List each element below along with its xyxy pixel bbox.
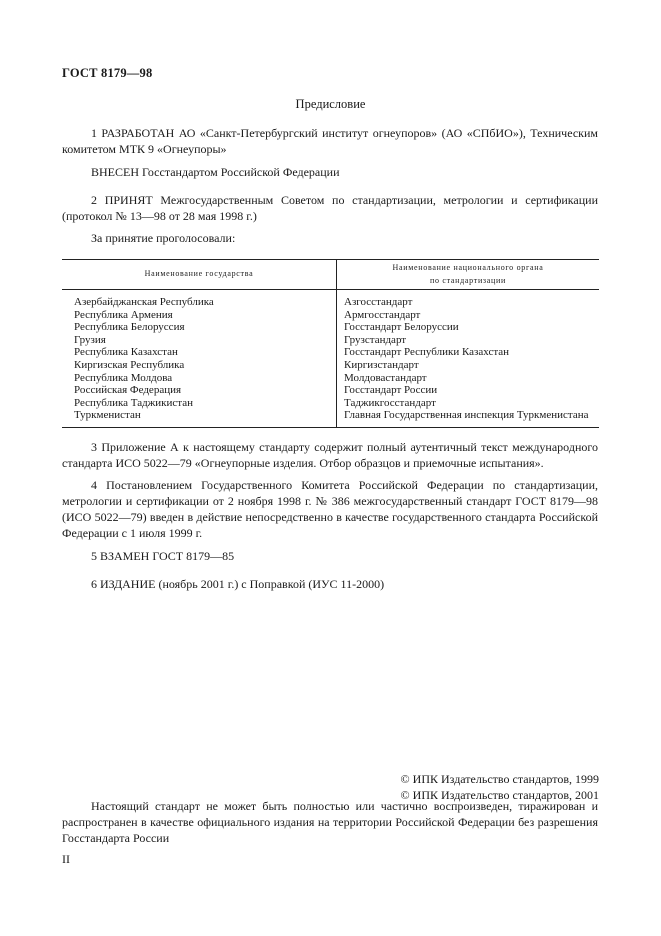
paragraph-resolution: 4 Постановлением Государственного Комитета Российской Федерации по стандартизации, метрологии и сертификации от 2 ноября 1998 г. № 386 межгосударственный стандарт ГОСТ 8179—98 (ИСО 5022—79) введен в действие непосредственно в качестве государственного стандарта Российской Федерации с 1 июля 1999 г.: [62, 478, 598, 540]
paragraph-adopted-by: 2 ПРИНЯТ Межгосударственным Советом по стандартизации, метрологии и сертификации (протокол № 13—98 от 28 мая 1998 г.): [62, 193, 598, 223]
table-header-org: [337, 260, 600, 290]
org-name: Главная Государственная инспекция Туркменистана: [344, 409, 589, 422]
org-name: Молдовастандарт: [344, 371, 427, 384]
voting-states-table: [62, 259, 599, 428]
reproduction-notice: Настоящий стандарт не может быть полностью или частично воспроизведен, тиражирован и распространен в качестве официального издания на территории Российской Федерации без разрешения Госстандарта России: [62, 799, 598, 845]
paragraph-developed-by: 1 РАЗРАБОТАН АО «Санкт-Петербургский институт огнеупоров» (АО «СПбИО»), Техническим комитетом МТК 9 «Огнеупоры»: [62, 126, 598, 156]
copyright-2001: © ИПК Издательство стандартов, 2001: [400, 788, 599, 802]
table-header-org-line2: по стандартизации: [429, 275, 506, 285]
paragraph-edition: 6 ИЗДАНИЕ (ноябрь 2001 г.) с Поправкой (ИУС 11-2000): [91, 577, 385, 591]
paragraph-annex: 3 Приложение А к настоящему стандарту содержит полный аутентичный текст международного стандарта ИСО 5022—79 «Огнеупорные изделия. Отбор образцов и приемочные испытания».: [62, 440, 598, 470]
table-header-org-line1: Наименование национального органа: [392, 262, 544, 272]
org-column: [337, 290, 600, 428]
org-name: Киргизстандарт: [344, 358, 419, 371]
state-name: Республика Казахстан: [74, 346, 178, 359]
state-name: Киргизская Республика: [74, 358, 185, 371]
org-name: Госстандарт России: [344, 384, 438, 397]
org-name: Армгосстандарт: [344, 308, 421, 321]
state-name: Российская Федерация: [74, 384, 182, 397]
section-heading: Предисловие: [295, 97, 366, 111]
state-name: Республика Белоруссия: [74, 321, 185, 334]
org-name: Госстандарт Республики Казахстан: [344, 346, 510, 359]
org-name: Грузстандарт: [344, 333, 407, 346]
document-code: ГОСТ 8179—98: [62, 66, 153, 80]
table-row: [62, 290, 599, 428]
org-name: Азгосстандарт: [344, 296, 413, 308]
org-name: Таджикгосстандарт: [344, 396, 436, 409]
state-name: Азербайджанская Республика: [74, 296, 214, 308]
paragraph-replaces: 5 ВЗАМЕН ГОСТ 8179—85: [91, 549, 235, 563]
paragraph-voted-for: За принятие проголосовали:: [91, 231, 236, 245]
table-header-row: [62, 260, 599, 290]
state-name: Республика Молдова: [74, 371, 173, 384]
org-name: Госстандарт Белоруссии: [344, 321, 459, 334]
state-column: [62, 290, 337, 428]
state-name: Туркменистан: [74, 409, 141, 422]
page-number: II: [62, 852, 70, 866]
state-name: Грузия: [74, 333, 106, 346]
state-name: Республика Таджикистан: [74, 396, 193, 409]
table-header-state: Наименование государства: [62, 260, 337, 290]
state-name: Республика Армения: [74, 308, 173, 321]
paragraph-introduced-by: ВНЕСЕН Госстандартом Российской Федерации: [91, 165, 340, 179]
copyright-1999: © ИПК Издательство стандартов, 1999: [400, 772, 599, 786]
